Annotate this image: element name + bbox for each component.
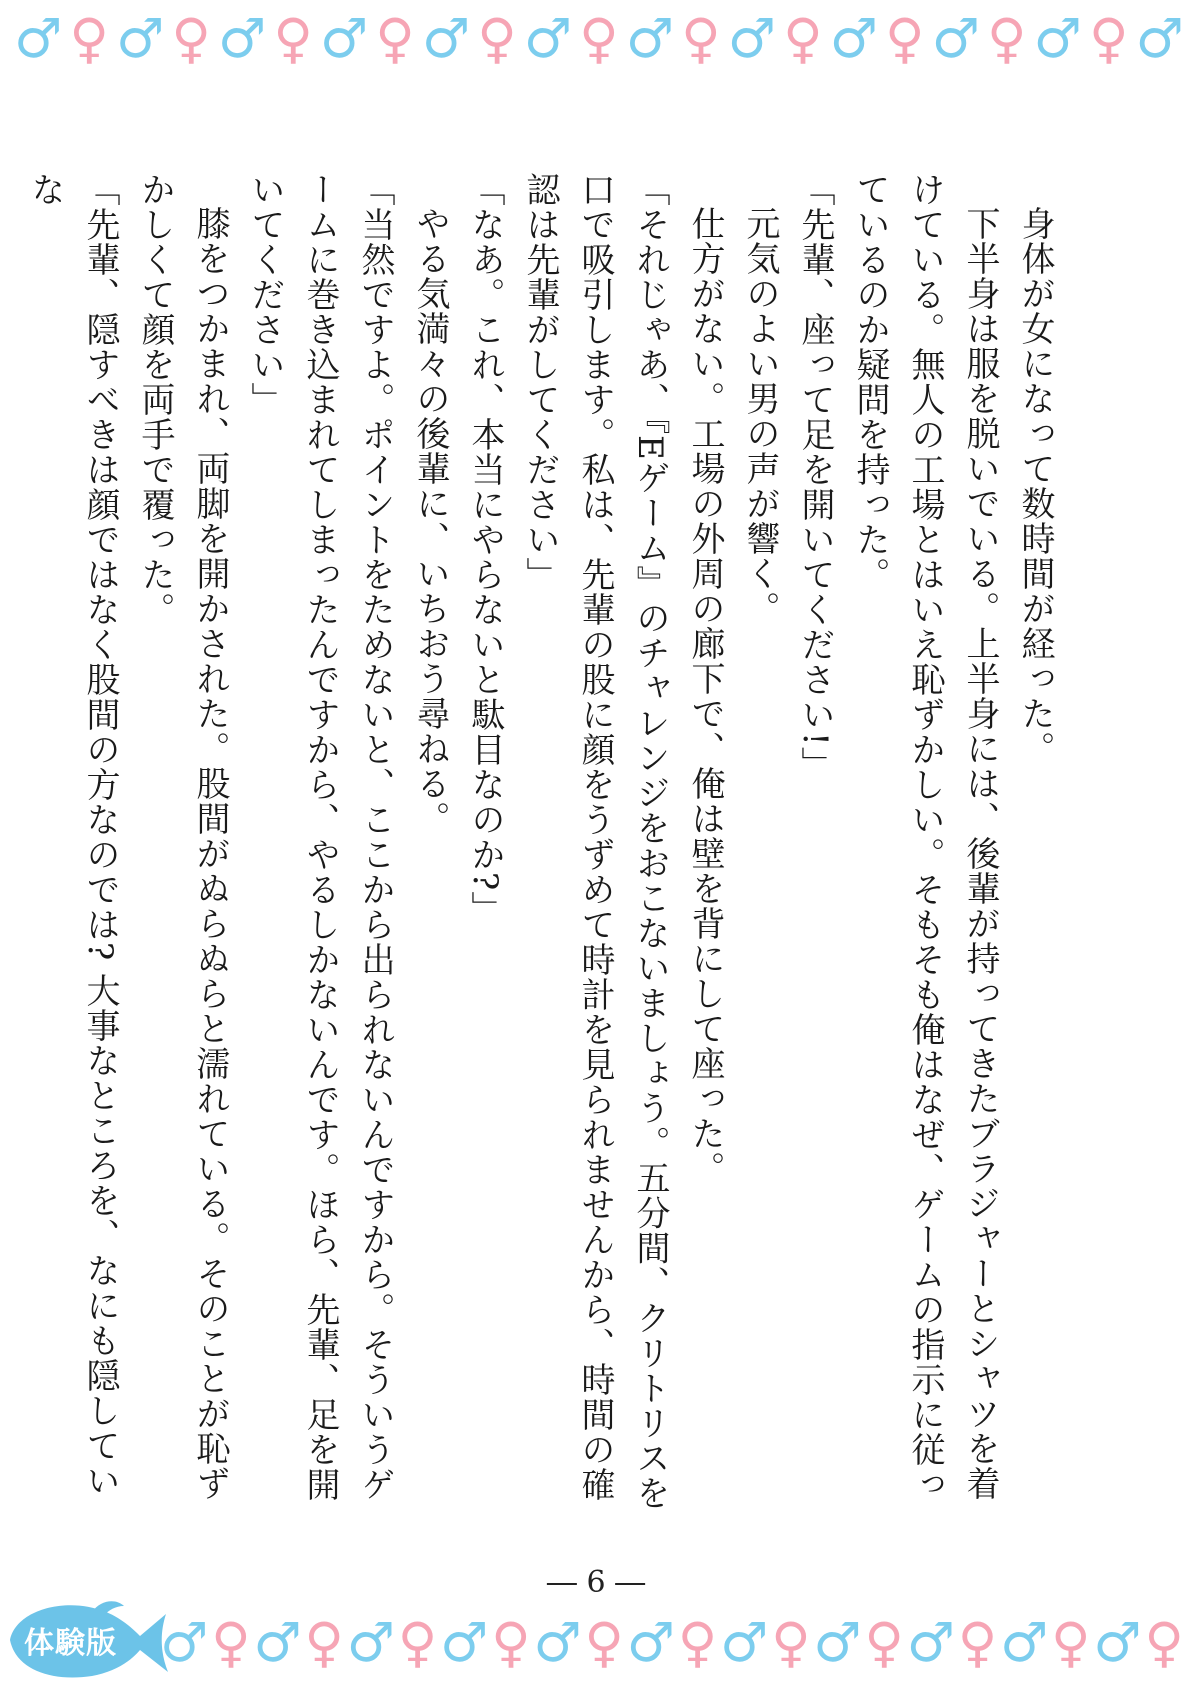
female-symbol-icon: ♀ bbox=[885, 7, 925, 70]
female-symbol-icon: ♀ bbox=[1051, 1611, 1091, 1674]
female-symbol-icon: ♀ bbox=[69, 7, 109, 70]
male-symbol-icon: ♂ bbox=[1135, 7, 1184, 70]
male-symbol-icon: ♂ bbox=[829, 7, 879, 70]
female-symbol-icon: ♀ bbox=[986, 7, 1027, 70]
male-symbol-icon: ♂ bbox=[626, 1611, 676, 1674]
paragraph: 「先輩、隠すべきは顔ではなく股間の方なのでは? 大事なところを、なにも隠していな bbox=[25, 172, 120, 1499]
male-symbol-icon: ♂ bbox=[523, 7, 573, 70]
male-symbol-icon: ♂ bbox=[906, 1611, 956, 1674]
paragraph: 膝をつかまれ、両脚を開かされた。股間がぬらぬらと濡れている。そのことが恥ずかしくて顔を両手で覆った。 bbox=[135, 172, 230, 1501]
paragraph: やる気満々の後輩に、いちおう尋ねる。 bbox=[410, 206, 450, 836]
male-symbol-icon: ♂ bbox=[160, 1611, 209, 1674]
male-symbol-icon: ♂ bbox=[346, 1611, 396, 1674]
female-symbol-icon: ♀ bbox=[304, 1611, 344, 1674]
female-symbol-icon: ♀ bbox=[397, 1611, 438, 1674]
male-symbol-icon: ♂ bbox=[727, 7, 777, 70]
male-symbol-icon: ♂ bbox=[931, 7, 980, 70]
header-gender-symbol-border bbox=[14, 8, 1184, 70]
male-symbol-icon: ♂ bbox=[421, 7, 471, 70]
male-symbol-icon: ♂ bbox=[439, 1611, 489, 1674]
male-symbol-icon: ♂ bbox=[253, 1611, 302, 1674]
male-symbol-icon: ♂ bbox=[625, 7, 675, 70]
paragraph: 下半身は服を脱いでいる。上半身には、後輩が持ってきたブラジャーとシャツを着けている。無人の工場とはいえ恥ずかしい。そもそも俺はなぜ、ゲームの指示に従っているのか疑問を持った。 bbox=[850, 172, 1000, 1502]
male-symbol-icon: ♂ bbox=[533, 1611, 582, 1674]
male-symbol-icon: ♂ bbox=[999, 1611, 1049, 1674]
female-symbol-icon: ♀ bbox=[273, 7, 313, 70]
female-symbol-icon: ♀ bbox=[375, 7, 415, 70]
female-symbol-icon: ♀ bbox=[677, 1611, 718, 1674]
paragraph: 元気のよい男の声が響く。 bbox=[740, 206, 780, 626]
female-symbol-icon: ♀ bbox=[864, 1611, 904, 1674]
male-symbol-icon: ♂ bbox=[115, 7, 165, 70]
female-symbol-icon: ♀ bbox=[957, 1611, 998, 1674]
novel-body-text bbox=[25, 172, 1062, 1512]
paragraph: 身体が女になって数時間が経った。 bbox=[1015, 206, 1055, 766]
male-symbol-icon: ♂ bbox=[1033, 7, 1082, 70]
paragraph: 「それじゃあ、『Eゲーム』のチャレンジをおこないましょう。五分間、クリトリスを口で吸引します。私は、先輩の股に顔をうずめて時計を見られませんから、時間の確認は先輩がしてください」 bbox=[520, 172, 670, 1511]
paragraph: 「先輩、座って足を開いてください!」 bbox=[795, 172, 835, 782]
female-symbol-icon: ♀ bbox=[783, 7, 823, 70]
male-symbol-icon: ♂ bbox=[719, 1611, 769, 1674]
female-symbol-icon: ♀ bbox=[171, 7, 211, 70]
female-symbol-icon: ♀ bbox=[681, 7, 721, 70]
male-symbol-icon: ♂ bbox=[813, 1611, 862, 1674]
female-symbol-icon: ♀ bbox=[477, 7, 517, 70]
female-symbol-icon: ♀ bbox=[771, 1611, 811, 1674]
female-symbol-icon: ♀ bbox=[491, 1611, 531, 1674]
female-symbol-icon: ♀ bbox=[211, 1611, 251, 1674]
trial-version-label: 体験版 bbox=[24, 1626, 117, 1661]
male-symbol-icon: ♂ bbox=[1093, 1611, 1142, 1674]
paragraph: 仕方がない。工場の外周の廊下で、俺は壁を背にして座った。 bbox=[685, 206, 725, 1186]
male-symbol-icon: ♂ bbox=[217, 7, 267, 70]
female-symbol-icon: ♀ bbox=[579, 7, 619, 70]
trial-version-badge bbox=[6, 1592, 172, 1684]
paragraph: 「なあ。これ、本当にやらないと駄目なのか?」 bbox=[465, 172, 505, 927]
female-symbol-icon: ♀ bbox=[584, 1611, 624, 1674]
footer-gender-symbol-border bbox=[160, 1610, 1184, 1676]
female-symbol-icon: ♀ bbox=[1144, 1611, 1184, 1674]
male-symbol-icon: ♂ bbox=[14, 7, 63, 70]
female-symbol-icon: ♀ bbox=[1088, 7, 1129, 70]
male-symbol-icon: ♂ bbox=[319, 7, 369, 70]
page-number: ― 6 ― bbox=[546, 1565, 646, 1600]
paragraph: 「当然ですよ。ポイントをためないと、ここから出られないんですから。そういうゲームに巻き込まれてしまったんですから、やるしかないんです。ほら、先輩、足を開いてください」 bbox=[245, 172, 395, 1502]
